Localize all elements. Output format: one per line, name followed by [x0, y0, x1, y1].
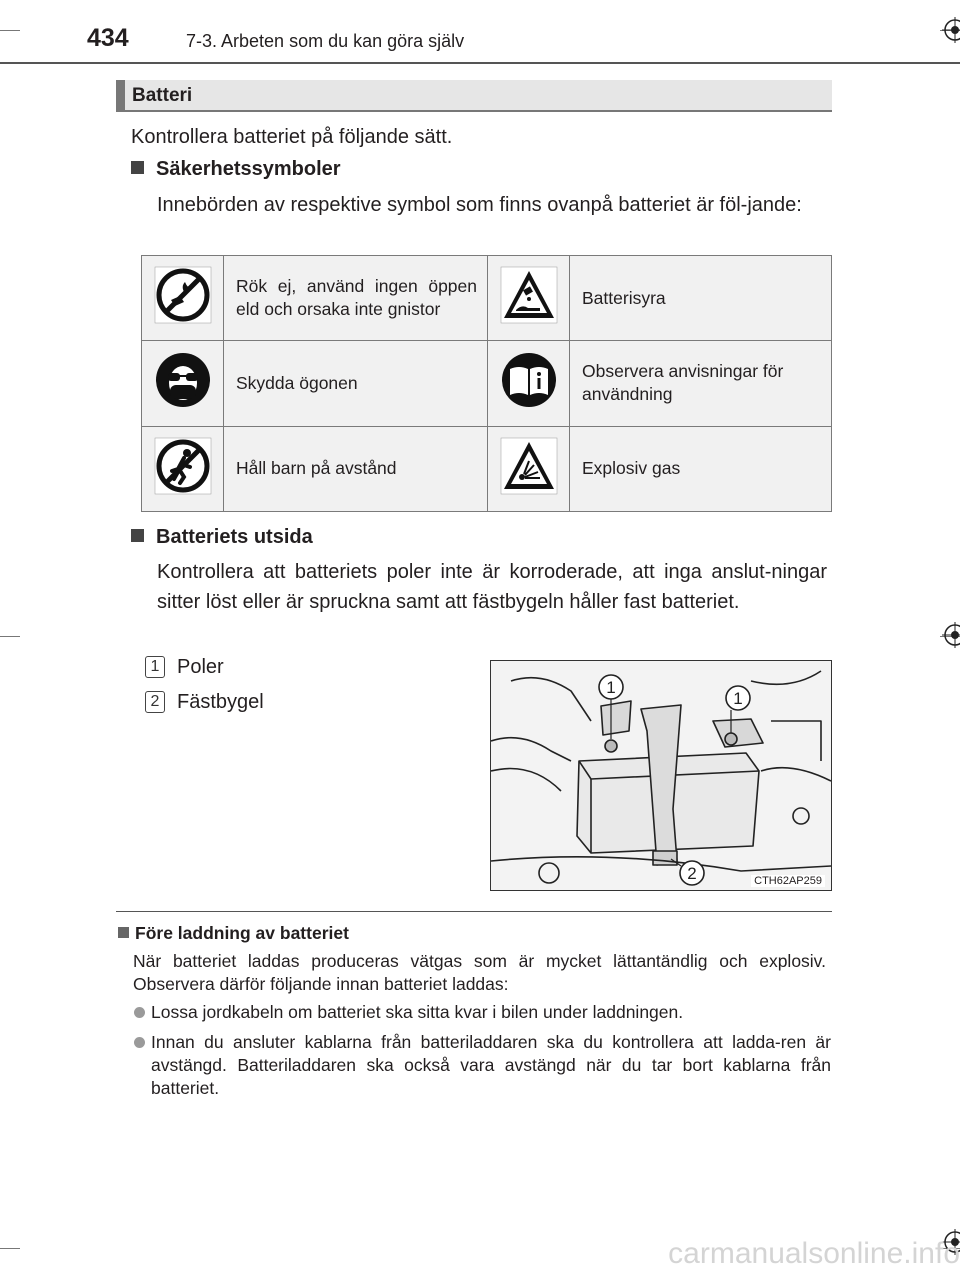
table-row — [142, 256, 832, 341]
header-divider — [0, 62, 960, 64]
exterior-body: Kontrollera att batteriets poler inte är korroderade, att inga anslut-ningar sitter löst eller är spruckna samt att fästbygeln håller fast batteriet. — [157, 561, 827, 613]
safety-symbol-table — [141, 255, 832, 512]
read-manual-icon — [500, 351, 558, 409]
symbol-description: Batterisyra — [570, 256, 832, 341]
symbol-description: Explosiv gas — [570, 426, 832, 511]
symbol-description: Skydda ögonen — [224, 341, 488, 426]
safety-body: Innebörden av respektive symbol som finns ovanpå batteriet är föl-jande: — [157, 194, 802, 216]
symbol-description: Rök ej, använd ingen öppen eld och orsaka inte gnistor — [224, 256, 488, 341]
note-divider — [116, 911, 832, 912]
square-bullet-icon — [131, 529, 144, 542]
crop-mark — [0, 636, 20, 637]
callout-number: 2 — [145, 691, 165, 713]
eye-protection-icon — [154, 351, 212, 409]
watermark: carmanualsonline.info — [668, 1237, 960, 1270]
page-number: 434 — [87, 24, 129, 52]
callout-label: Fästbygel — [177, 691, 264, 713]
chapter-title: 7-3. Arbeten som du kan göra själv — [186, 31, 465, 51]
symbol-cell — [142, 341, 224, 426]
no-smoking-icon — [154, 266, 212, 324]
keep-children-away-icon — [154, 437, 212, 495]
section-header — [116, 80, 832, 112]
symbol-cell — [488, 341, 570, 426]
callout-poles — [145, 656, 224, 679]
square-bullet-icon — [131, 161, 144, 174]
battery-illustration — [490, 660, 832, 891]
registration-mark-icon — [942, 622, 960, 648]
explosive-gas-icon — [500, 437, 558, 495]
bullet-icon — [134, 1037, 145, 1048]
note-bullet: Lossa jordkabeln om batteriet ska sitta kvar i bilen under laddningen. — [151, 1002, 684, 1022]
section-title: Batteri — [132, 85, 193, 106]
symbol-cell — [488, 256, 570, 341]
table-row — [142, 341, 832, 426]
exterior-heading — [131, 526, 313, 549]
safety-heading-text: Säkerhetssymboler — [156, 158, 341, 180]
battery-acid-icon — [500, 266, 558, 324]
crop-mark — [0, 1248, 20, 1249]
figure-marker-1b: 1 — [733, 689, 743, 708]
crop-mark — [0, 30, 20, 31]
symbol-description: Håll barn på avstånd — [224, 426, 488, 511]
intro-text: Kontrollera batteriet på följande sätt. — [131, 126, 453, 148]
figure-marker-1: 1 — [606, 678, 616, 697]
figure-code: CTH62AP259 — [751, 875, 825, 887]
callout-bracket — [145, 691, 264, 714]
symbol-cell — [142, 426, 224, 511]
battery-drawing — [491, 661, 831, 890]
safety-heading — [131, 158, 341, 181]
symbol-cell — [488, 426, 570, 511]
note-body: När batteriet laddas produceras vätgas som är mycket lättantändlig och explosiv. Observera därför följande innan batteriet laddas: — [133, 951, 826, 994]
bullet-icon — [134, 1007, 145, 1018]
exterior-heading-text: Batteriets utsida — [156, 526, 313, 548]
square-bullet-icon — [118, 927, 129, 938]
table-row — [142, 426, 832, 511]
figure-marker-2: 2 — [687, 864, 697, 883]
section-accent — [116, 80, 125, 110]
registration-mark-icon — [942, 17, 960, 43]
symbol-description: Observera anvisningar för användning — [570, 341, 832, 426]
callout-number: 1 — [145, 656, 165, 678]
note-heading — [118, 923, 349, 944]
callout-label: Poler — [177, 656, 224, 678]
symbol-cell — [142, 256, 224, 341]
note-heading-text: Före laddning av batteriet — [135, 923, 349, 943]
note-bullet: Innan du ansluter kablarna från batteriladdaren ska du kontrollera att ladda-ren är avstängd. Batteriladdaren ska också vara avstängd när du tar bort kablarna från batteriet. — [151, 1032, 831, 1098]
